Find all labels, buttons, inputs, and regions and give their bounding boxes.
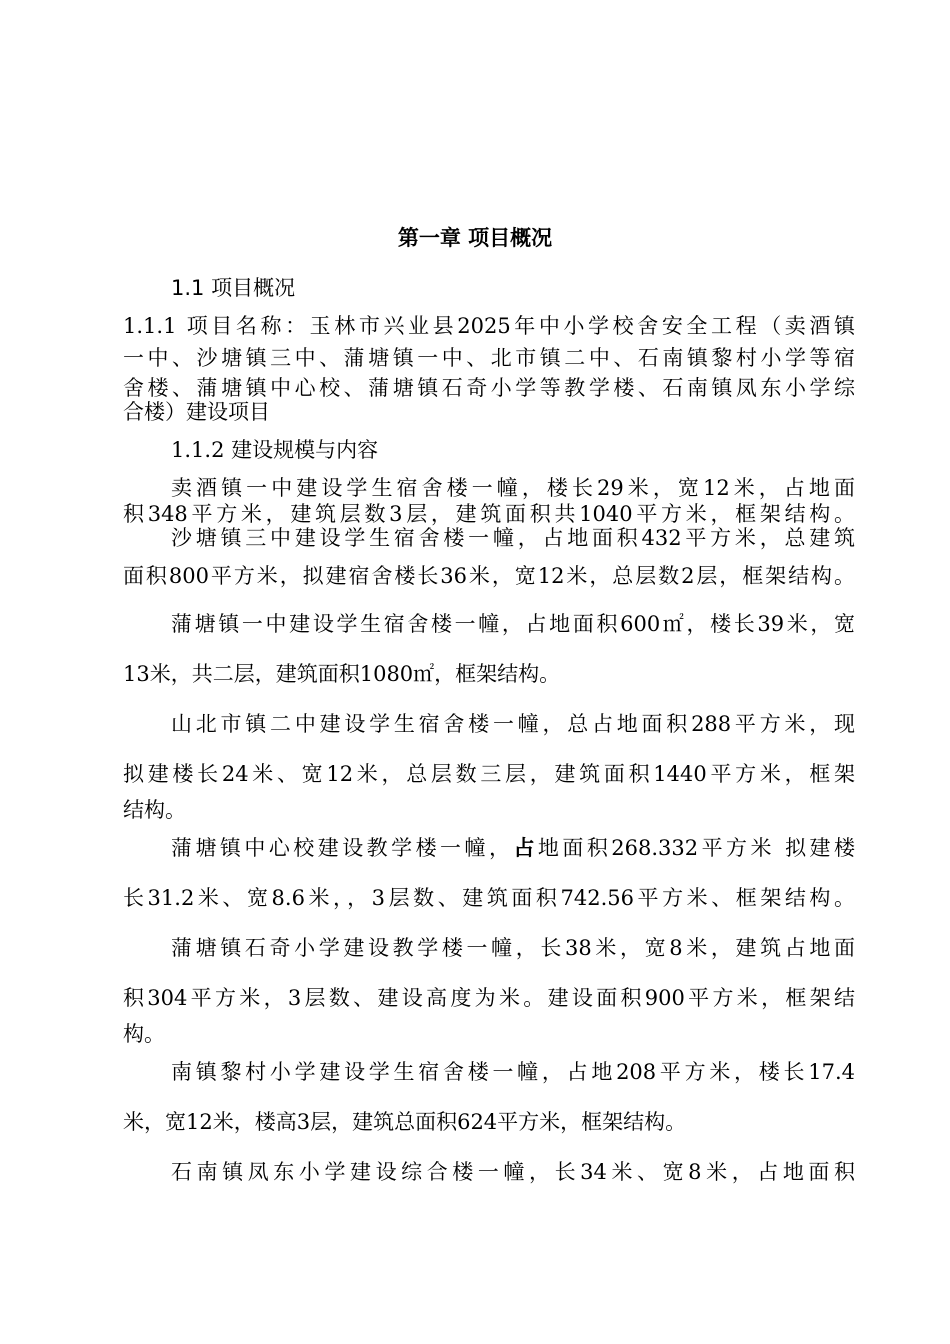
paragraph-7-line-2: 米，宽12米，楼高3层，建筑总面积624平方米，框架结构。 [123, 1110, 687, 1134]
paragraph-5-text-a: 蒲塘镇中心校建设教学楼一幢， [171, 836, 514, 860]
paragraph-2-line-1: 沙塘镇三中建设学生宿舍楼一幢，占地面积432平方米，总建筑 [171, 526, 855, 550]
paragraph-5-bold-char: 占 [513, 835, 538, 860]
project-name-line-2: 一中、沙塘镇三中、蒲塘镇一中、北市镇二中、石南镇黎村小学等宿 [123, 346, 855, 370]
paragraph-4-line-3: 结构。 [123, 798, 186, 822]
paragraph-6-line-1: 蒲塘镇石奇小学建设教学楼一幢，长38米，宽8米，建筑占地面 [171, 936, 855, 960]
paragraph-1-line-2: 积348平方米，建筑层数3层，建筑面积共1040平方米，框架结构。 [123, 502, 855, 526]
paragraph-5-text-c: 地面积268.332平方米 拟建楼 [537, 836, 856, 860]
paragraph-6-line-2: 积304平方米，3层数、建设高度为米。建设面积900平方米，框架结 [123, 986, 855, 1010]
paragraph-5-line-1 [171, 834, 855, 862]
paragraph-1-line-1: 卖酒镇一中建设学生宿舍楼一幢，楼长29米，宽12米，占地面 [171, 476, 855, 500]
paragraph-3-line-1: 蒲塘镇一中建设学生宿舍楼一幢，占地面积600㎡，楼长39米，宽 [171, 612, 855, 636]
paragraph-4-line-1: 山北市镇二中建设学生宿舍楼一幢，总占地面积288平方米，现 [171, 712, 855, 736]
paragraph-8-line-1: 石南镇凤东小学建设综合楼一幢，长34米、宽8米，占地面积 [171, 1160, 855, 1184]
paragraph-5-line-2: 长31.2米、宽8.6米，，3层数、建筑面积742.56平方米、框架结构。 [123, 886, 855, 910]
chapter-title: 第一章 项目概况 [397, 226, 553, 250]
paragraph-3-line-2: 13米，共二层，建筑面积1080㎡，框架结构。 [123, 662, 561, 686]
paragraph-2-line-2: 面积800平方米，拟建宿舍楼长36米，宽12米，总层数2层，框架结构。 [123, 564, 855, 588]
project-name-line-4: 合楼）建设项目 [123, 400, 270, 424]
project-name-line-1: 1.1.1 项目名称：玉林市兴业县2025年中小学校舍安全工程（卖酒镇 [123, 314, 855, 338]
scale-heading: 1.1.2 建设规模与内容 [171, 438, 379, 462]
project-name-line-3: 舍楼、蒲塘镇中心校、蒲塘镇石奇小学等教学楼、石南镇凤东小学综 [123, 376, 855, 400]
paragraph-4-line-2: 拟建楼长24米、宽12米，总层数三层，建筑面积1440平方米，框架 [123, 762, 855, 786]
paragraph-6-line-3: 构。 [123, 1022, 165, 1046]
section-title: 1.1 项目概况 [171, 276, 296, 300]
paragraph-7-line-1: 南镇黎村小学建设学生宿舍楼一幢，占地208平方米，楼长17.4 [171, 1060, 855, 1084]
